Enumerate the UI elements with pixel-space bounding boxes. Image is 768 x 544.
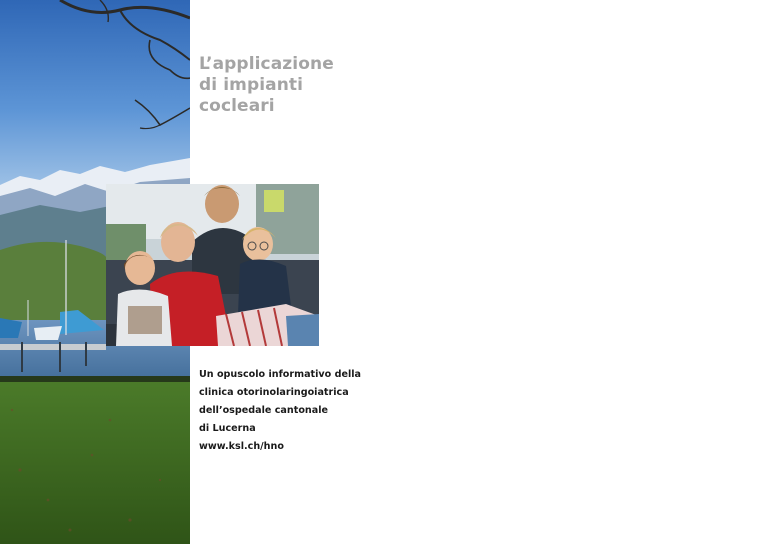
info-line: Un opuscolo informativo della xyxy=(199,369,362,380)
info-line: clinica otorinolaringoiatrica xyxy=(199,387,349,398)
title-line: L’applicazione xyxy=(199,54,334,74)
info-line: dell’ospedale cantonale xyxy=(199,405,329,416)
brochure-info xyxy=(199,366,361,456)
title-line: di impianti xyxy=(199,75,304,95)
website-link[interactable]: www.ksl.ch/hno xyxy=(199,441,284,452)
title-line: cocleari xyxy=(199,96,275,116)
info-line: di Lucerna xyxy=(199,423,256,434)
family-photo xyxy=(106,184,319,346)
brochure-title xyxy=(199,54,334,117)
